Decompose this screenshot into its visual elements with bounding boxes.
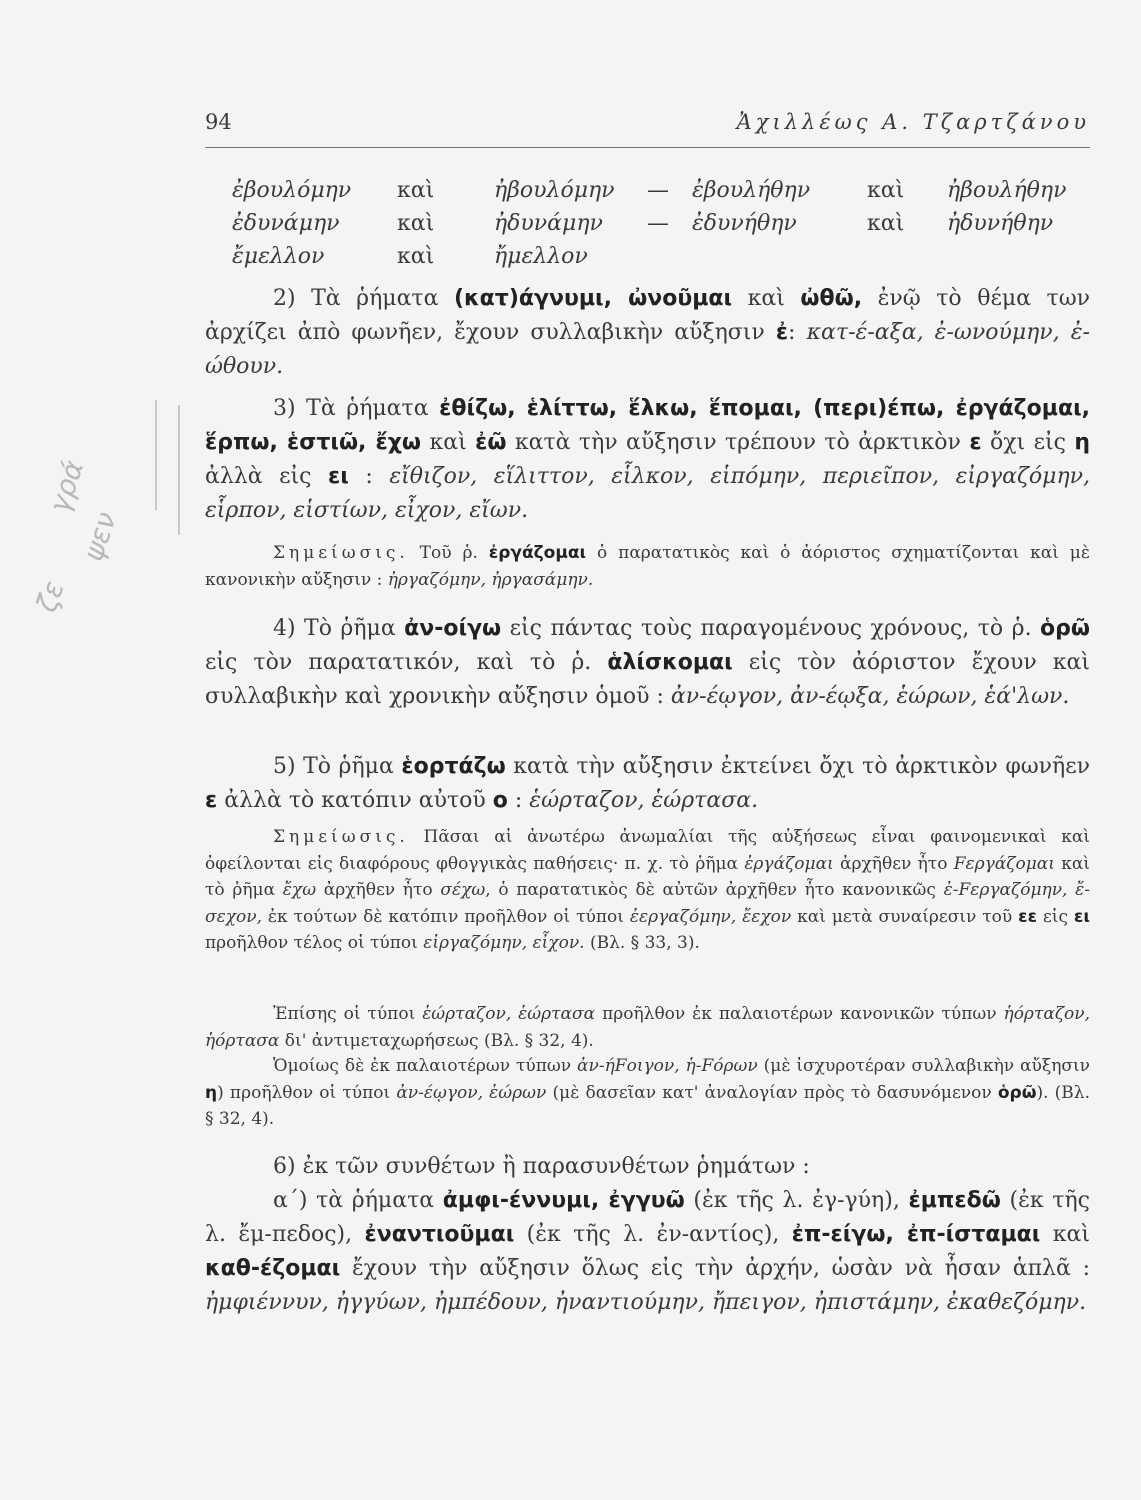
pencil-note: γρά — [42, 456, 91, 517]
form: εἰργαζόμην, εἶχον. — [423, 933, 585, 953]
text: ) προῆλθον οἱ τύποι — [217, 1082, 397, 1103]
text: (μὲ δασεῖαν κατ' ἀναλογίαν πρὸς τὸ δασυνόμενον — [546, 1082, 998, 1103]
verb: ὁρῶ — [997, 1082, 1037, 1103]
note-label: Σημείωσις. — [273, 827, 409, 847]
letter: ἐ — [775, 320, 789, 345]
form: ἡόρταζον, ἡόρτασα — [205, 1004, 1091, 1051]
conjunction: καὶ — [397, 211, 435, 236]
text: καὶ — [1040, 1222, 1090, 1247]
verb: (κατ)άγνυμι, ὠνοῦμαι — [453, 286, 733, 311]
paragraph-5 — [205, 750, 1090, 818]
form: ἤμελλον — [494, 244, 588, 269]
text: (ἐκ τῆς λ. ἐγ-γύη), — [684, 1188, 909, 1213]
text: καὶ — [421, 430, 476, 455]
text: ἀλλὰ εἰς — [205, 464, 329, 489]
running-head: Ἀχιλλέως Α. Τζαρτζάνου — [736, 110, 1090, 134]
text: δι' ἀντιμεταχωρήσεως (Βλ. § 32, 4). — [279, 1030, 594, 1051]
conjunction: καὶ — [397, 178, 435, 203]
text: : — [788, 320, 807, 345]
text: 3) Τὰ ῥήματα — [273, 396, 440, 421]
form: ἐεργαζόμην, ἔεχον — [629, 906, 792, 927]
text: ὄχι εἰς — [981, 430, 1075, 455]
examples: ἑώρταζον, ἑώρτασα. — [529, 788, 759, 813]
verb: ἐναντιοῦμαι — [364, 1222, 515, 1247]
examples: εἴθιζον, εἵλιττον, εἷλκον, εἱπόμην, περιεῖπον, εἰργαζόμην, εἷρπον, εἱστίων, εἶχον, εἴων. — [205, 464, 1090, 523]
verb: ἐπ-είγω, ἐπ-ίσταμαι — [791, 1222, 1041, 1247]
verb: ἑορτάζω — [401, 754, 506, 779]
text: ἐκ τούτων δὲ κατόπιν προῆλθον οἱ τύποι — [262, 906, 630, 927]
text: (Βλ. § 33, 3). — [584, 933, 700, 953]
verb-forms-table — [232, 178, 1092, 277]
examples: ἀν-έῳγον, ἀν-έῳξα, ἑώρων, ἑά'λων. — [670, 684, 1070, 709]
text: Πᾶσαι αἱ ἀνωτέρω ἀνωμαλίαι τῆς αὐξήσεως εἶναι φαινομενικαὶ καὶ ὀφείλονται εἰς διαφόρους φθογγικὰς παθήσεις· π. χ. τὸ ῥῆμα — [205, 827, 1090, 874]
letter: η — [205, 1082, 218, 1103]
form: ἠβουλόμην — [494, 178, 615, 203]
text: ἔχουν τὴν αὔξησιν ὅλως εἰς τὴν ἀρχήν, ὡσὰν νὰ ἦσαν ἁπλᾶ : — [340, 1256, 1090, 1281]
form: ἀν-ήFοιγον, ἡ-Fόρων — [577, 1056, 758, 1076]
dash: — — [647, 178, 669, 203]
form: ἐδυνάμην — [232, 211, 340, 236]
text: 6) ἐκ τῶν συνθέτων ἢ παρασυνθέτων ῥημάτων : — [273, 1154, 810, 1179]
form: ἐδυνήθην — [692, 211, 797, 236]
forms-row — [232, 178, 1092, 211]
conjunction: καὶ — [867, 178, 905, 203]
text: (ἐκ τῆς λ. ἔμ-πεδος), — [205, 1188, 1090, 1247]
pencil-line — [155, 400, 157, 510]
dash: — — [647, 211, 669, 236]
form: ἠδυνήθην — [947, 211, 1054, 236]
text: προῆλθον ἐκ παλαιοτέρων κανονικῶν τύπων — [595, 1004, 1004, 1024]
text: κατὰ τὴν αὔξησιν ἐκτείνει ὄχι τὸ ἀρκτικὸν φωνῆεν — [505, 754, 1091, 779]
letter: ει — [328, 464, 349, 489]
form: σέχω — [440, 880, 486, 900]
note-label: Σημείωσις. — [273, 543, 409, 563]
text: προῆλθον τέλος οἱ τύποι — [205, 933, 424, 953]
text: 5) Τὸ ῥῆμα — [273, 754, 402, 779]
paragraph-6a — [205, 1184, 1090, 1320]
verb: ὠθῶ, — [800, 286, 863, 311]
text: εἰς πάντας τοὺς παραγομένους χρόνους, τὸ ῥ. — [501, 616, 1041, 641]
text: ἐνῷ τὸ θέμα των ἀρχίζει ἀπὸ φωνῆεν, ἔχουν συλλαβικὴν αὔξησιν — [205, 286, 1091, 345]
verb: ἐθίζω, ἑλίττω, ἕλκω, ἕπομαι, (περι)έπω, ἐργάζομαι, ἕρπω, ἑστιῶ, ἔχω — [205, 396, 1091, 455]
examples: ἠμφιέννυν, ἠγγύων, ἠμπέδουν, ἠναντιούμην, ἤπειγον, ἠπιστάμην, ἐκαθεζόμην. — [205, 1290, 1087, 1315]
letters: εε — [1018, 906, 1038, 927]
conjunction: καὶ — [867, 211, 905, 236]
form: ἐ-Fεργαζόμην, ἔ-σεχον, — [205, 880, 1091, 927]
paragraph-4 — [205, 612, 1090, 714]
verb: ἁλίσκομαι — [607, 650, 733, 675]
examples: ἠργαζόμην, ἠργασάμην. — [387, 569, 594, 590]
form: ἠδυνάμην — [494, 211, 603, 236]
letter: η — [1074, 430, 1090, 455]
form: ἔχω — [282, 880, 317, 900]
page-header — [205, 110, 1090, 140]
verb: ἐμπεδῶ — [908, 1188, 1001, 1213]
text: 2) Τὰ ῥήματα — [273, 286, 454, 311]
text: Ἐπίσης οἱ τύποι — [273, 1004, 423, 1024]
verb: ὁρῶ — [1040, 616, 1091, 641]
verb: ἀμφι-έννυμι, ἐγγυῶ — [442, 1188, 685, 1213]
page-number: 94 — [205, 110, 232, 134]
text: εἰς τὸν παρατατικόν, καὶ τὸ ῥ. — [205, 650, 608, 675]
note-3 — [205, 1001, 1090, 1054]
header-rule — [205, 147, 1090, 148]
text: ὁ παρατατικὸς καὶ ὁ ἀόριστος σχηματίζονται καὶ μὲ κανονικὴν αὔξησιν : — [205, 543, 1090, 590]
note-1 — [205, 540, 1090, 593]
paragraph-2 — [205, 282, 1090, 384]
text: 4) Τὸ ῥῆμα — [273, 616, 405, 641]
text: καὶ — [732, 286, 801, 311]
text: , ὁ παρατατικὸς δὲ αὐτῶν ἀρχῆθεν ἦτο κανονικῶς — [485, 880, 944, 900]
form: ἐργάζομαι — [744, 853, 834, 874]
text: Ὁμοίως δὲ ἐκ παλαιοτέρων τύπων — [273, 1056, 578, 1076]
text: : — [348, 464, 390, 489]
pencil-line — [178, 405, 180, 535]
form: ἐβουλόμην — [232, 178, 352, 203]
text: ). (Βλ. § 32, 4). — [205, 1082, 1090, 1129]
letter: ε — [969, 430, 982, 455]
text: καὶ τὸ ῥῆμα — [205, 853, 1090, 900]
text: Τοῦ ῥ. — [408, 543, 489, 563]
text: εἰς — [1037, 906, 1074, 927]
forms-row — [232, 244, 1092, 277]
form: ἑώρταζον, ἑώρτασα — [422, 1004, 596, 1024]
form: ἠβουλήθην — [947, 178, 1067, 203]
text: (ἐκ τῆς λ. ἐν-αντίος), — [514, 1222, 792, 1247]
text: κατὰ τὴν αὔξησιν τρέπουν τὸ ἀρκτικὸν — [506, 430, 970, 455]
text: ἀλλὰ τὸ κατόπιν αὐτοῦ — [217, 788, 493, 813]
note-4 — [205, 1053, 1090, 1133]
text: ἀρχῆθεν ἦτο — [316, 880, 441, 900]
conjunction: καὶ — [397, 244, 435, 269]
text: (μὲ ἰσχυροτέραν συλλαβικὴν αὔξησιν — [757, 1056, 1090, 1076]
verb: ἐῶ — [475, 430, 507, 455]
text: εἰς τὸν ἀόριστον ἔχουν καὶ συλλαβικὴν καὶ χρονικὴν αὔξησιν ὁμοῦ : — [205, 650, 1090, 709]
note-2 — [205, 824, 1090, 957]
pencil-note: ψεν — [76, 507, 123, 566]
text: καὶ μετὰ συναίρεσιν τοῦ — [791, 906, 1019, 927]
verb: ἐργάζομαι — [488, 543, 587, 563]
pencil-note: ζε — [29, 576, 71, 617]
paragraph-3 — [205, 392, 1090, 528]
text: ἀρχῆθεν ἦτο — [833, 853, 954, 874]
text: : — [507, 788, 530, 813]
letter: ε — [205, 788, 218, 813]
letters: ει — [1073, 906, 1090, 927]
verb: ἀν-οίγω — [404, 616, 502, 641]
form: ἔμελλον — [232, 244, 325, 269]
form: ἐβουλήθην — [692, 178, 811, 203]
form: ἀν-έῳγον, ἑώρων — [396, 1082, 547, 1103]
pencil-margin-notes — [20, 400, 180, 660]
examples: κατ-έ-αξα, ἐ-ωνούμην, ἐ-ώθουν. — [205, 320, 1090, 379]
form: Fεργάζομαι — [953, 853, 1055, 874]
forms-row — [232, 211, 1092, 244]
text: α΄) τὰ ῥήματα — [273, 1188, 443, 1213]
verb: καθ-έζομαι — [205, 1256, 341, 1281]
paragraph-6 — [205, 1150, 1090, 1184]
letter: ο — [492, 788, 508, 813]
